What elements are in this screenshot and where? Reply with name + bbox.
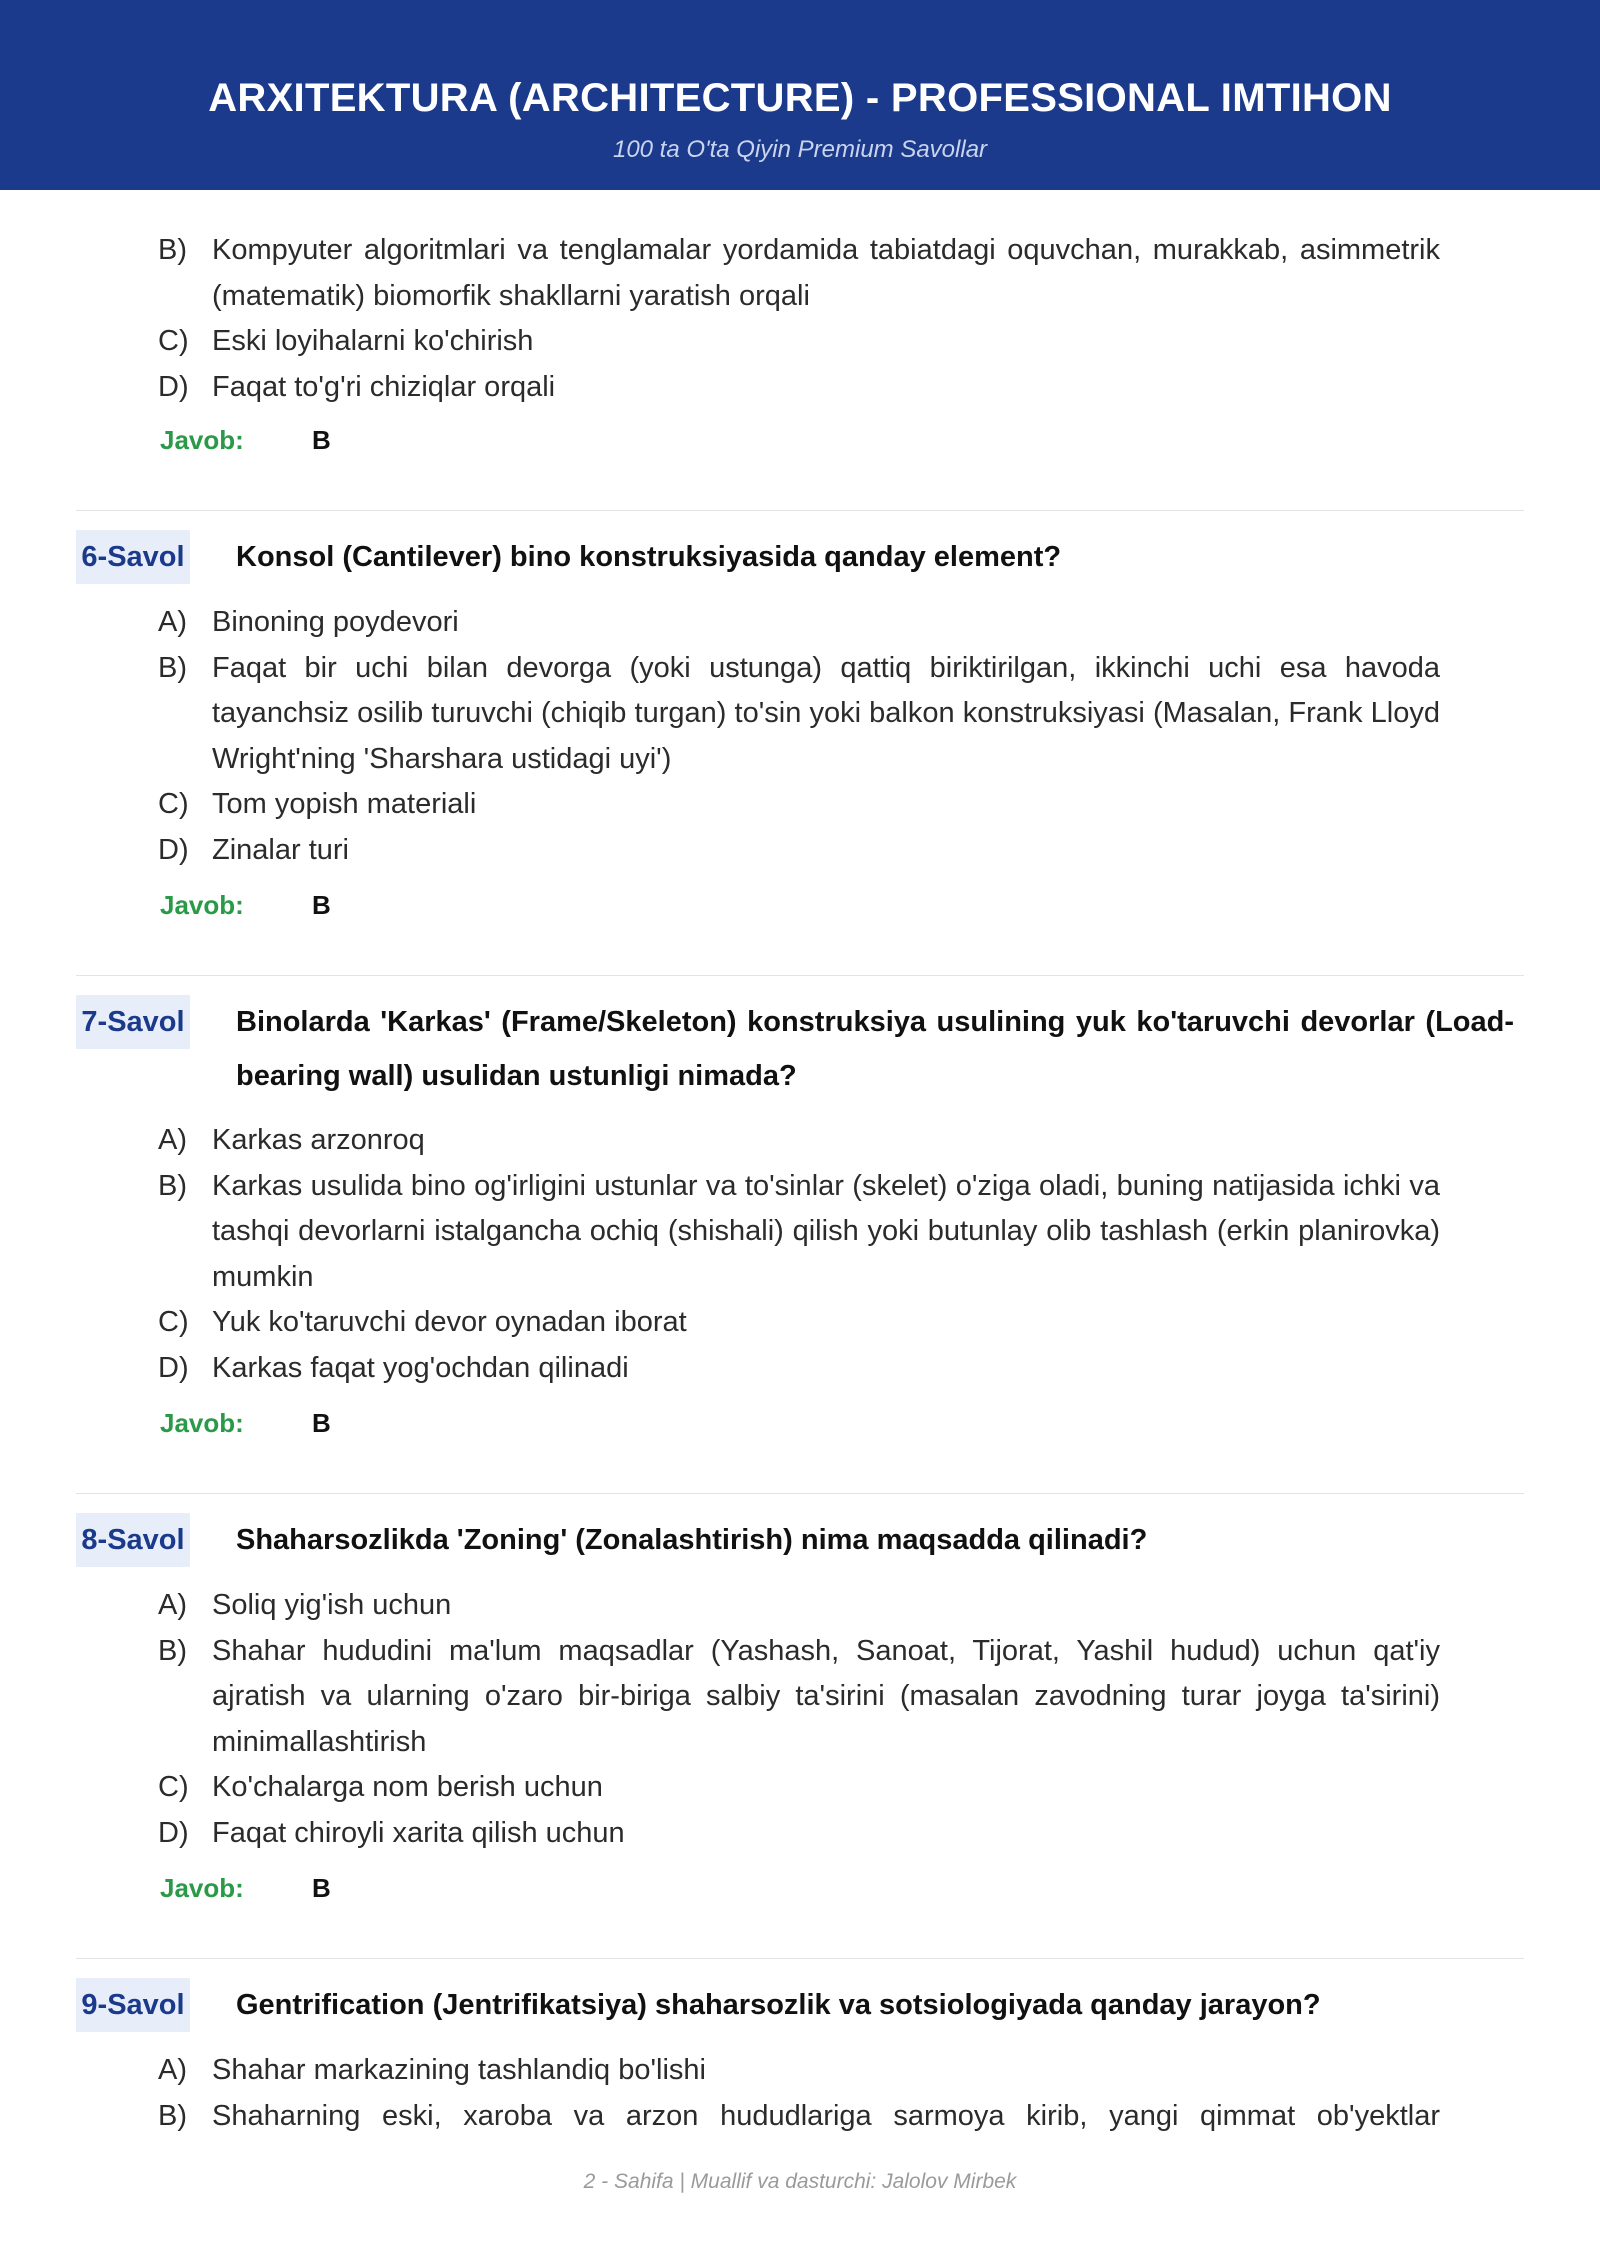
- divider: [76, 1958, 1524, 1959]
- option-d: D) Faqat chiroyli xarita qilish uchun: [158, 1816, 625, 1849]
- option-c: C) Yuk ko'taruvchi devor oynadan iborat: [158, 1306, 687, 1338]
- option-b: B) Faqat bir uchi bilan devorga (yoki ustunga) qattiq biriktirilgan, ikkinchi uchi esa havoda tayanchsiz osilib turuvchi (chiqib turgan) to'sin yoki balkon konstruksiyasi (Masalan, Frank Lloyd Wright'ning 'Sharshara ustidagi uyi'): [158, 651, 1440, 775]
- option-a: A) Karkas arzonroq: [158, 1124, 425, 1156]
- question-5-options: [158, 228, 1440, 410]
- answer-value: B: [312, 425, 331, 455]
- answer-label: Javob:: [160, 1873, 244, 1903]
- question-text: Gentrification (Jentrifikatsiya) shaharsozlik va sotsiologiyada qanday jarayon?: [236, 1989, 1321, 2021]
- answer-value: B: [312, 1873, 331, 1903]
- document-subtitle: 100 ta O'ta Qiyin Premium Savollar: [612, 136, 988, 163]
- answer-row-5: [160, 425, 331, 456]
- option-b: B) Karkas usulida bino og'irligini ustunlar va to'sinlar (skelet) o'ziga oladi, buning natijasida ichki va tashqi devorlarni istalgancha ochiq (shishali) qilish yoki butunlay olib tashlash (erkin planirovka) mumkin: [158, 1169, 1440, 1293]
- question-number-badge: 8-Savol: [76, 1513, 190, 1567]
- option-c: C) Tom yopish materiali: [158, 788, 477, 820]
- option-b: B) Kompyuter algoritmlari va tenglamalar yordamida tabiatdagi oquvchan, murakkab, asimmetrik (matematik) biomorfik shakllarni yaratish orqali: [158, 234, 1440, 312]
- question-9-options: [158, 2048, 1440, 2139]
- answer-value: B: [312, 890, 331, 920]
- question-text: Shaharsozlikda 'Zoning' (Zonalashtirish) nima maqsadda qilinadi?: [236, 1524, 1148, 1556]
- divider: [76, 975, 1524, 976]
- question-text: Konsol (Cantilever) bino konstruksiyasida qanday element?: [236, 541, 1062, 573]
- question-number-badge: 9-Savol: [76, 1978, 190, 2032]
- answer-row-8: [160, 1873, 331, 1904]
- option-b: B) Shahar hududini ma'lum maqsadlar (Yashash, Sanoat, Tijorat, Yashil hudud) uchun qat'iy ajratish va ularning o'zaro bir-biriga salbiy ta'sirini (masalan zavodning turar joyga ta'sirini) minimallashtirish: [158, 1634, 1440, 1758]
- answer-label: Javob:: [160, 1408, 244, 1438]
- option-c: C) Ko'chalarga nom berish uchun: [158, 1771, 603, 1803]
- answer-row-7: [160, 1408, 331, 1439]
- question-6-options: [158, 600, 1440, 873]
- option-a: A) Shahar markazining tashlandiq bo'lishi: [158, 2054, 706, 2086]
- divider: [76, 1493, 1524, 1494]
- option-b: B) Shaharning eski, xaroba va arzon hududlariga sarmoya kirib, yangi qimmat ob'yektlar: [158, 2099, 1440, 2132]
- question-number-badge: 7-Savol: [76, 995, 190, 1049]
- answer-label: Javob:: [160, 890, 244, 920]
- divider: [76, 510, 1524, 511]
- answer-value: B: [312, 1408, 331, 1438]
- option-a: A) Soliq yig'ish uchun: [158, 1589, 452, 1621]
- question-number-badge: 6-Savol: [76, 530, 190, 584]
- question-7-options: [158, 1118, 1440, 1391]
- option-d: D) Zinalar turi: [158, 833, 349, 866]
- answer-label: Javob:: [160, 425, 244, 455]
- page-header: [0, 0, 1600, 190]
- question-text: Binolarda 'Karkas' (Frame/Skeleton) konstruksiya usulining yuk ko'taruvchi devorlar (Load-bearing wall) usulidan ustunligi nimada?: [236, 1006, 1514, 1092]
- answer-row-6: [160, 890, 331, 921]
- option-a: A) Binoning poydevori: [158, 606, 459, 638]
- page-footer: 2 - Sahifa | Muallif va dasturchi: Jalolov Mirbek: [583, 2170, 1017, 2193]
- question-8-options: [158, 1583, 1440, 1856]
- option-c: C) Eski loyihalarni ko'chirish: [158, 325, 534, 357]
- option-d: D) Faqat to'g'ri chiziqlar orqali: [158, 370, 556, 403]
- option-d: D) Karkas faqat yog'ochdan qilinadi: [158, 1351, 629, 1384]
- document-title: ARXITEKTURA (ARCHITECTURE) - PROFESSIONAL IMTIHON: [208, 76, 1392, 120]
